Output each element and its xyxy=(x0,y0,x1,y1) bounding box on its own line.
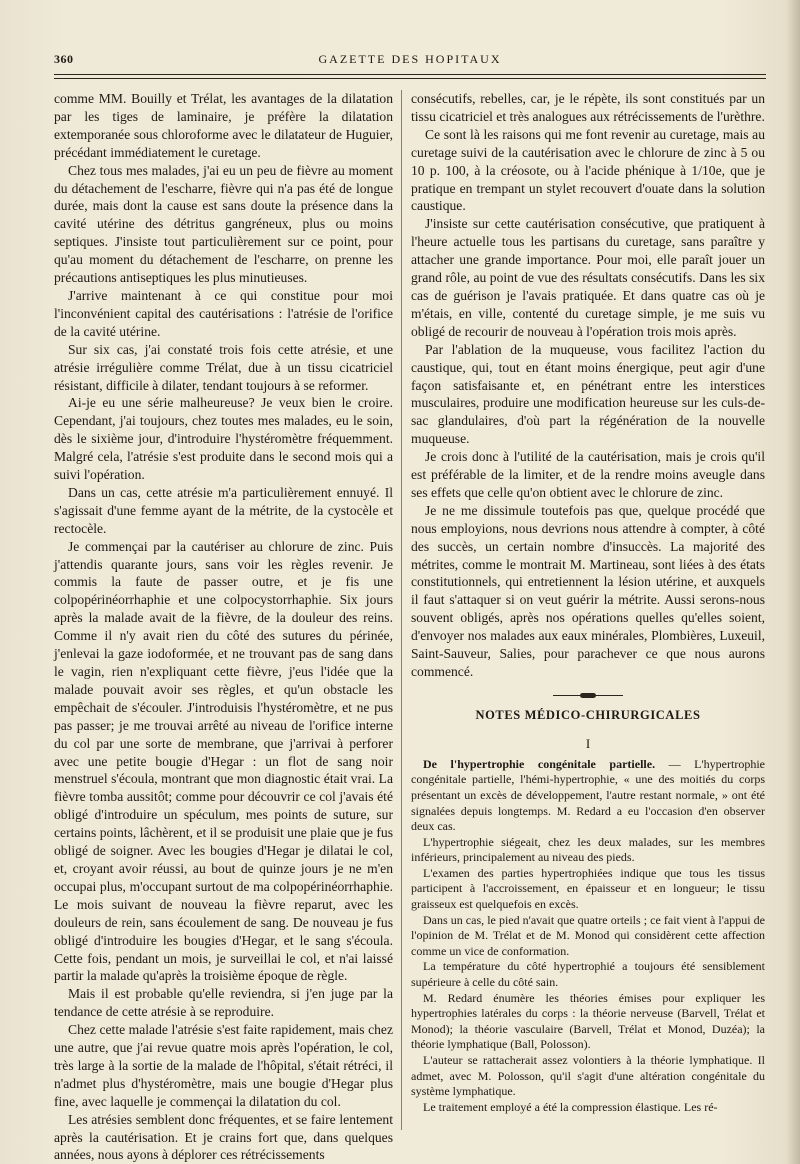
paragraph: Chez cette malade l'atrésie s'est faite rapidement, mais chez une autre, que j'ai revue quatre mois après l'opération, le col, très large à la sortie de la malade de l'hôpital, s'était rétréci, il n'admet plus d'hystéromètre, mais une bougie d'Hegar plus fine, avec laquelle je commençai la dilatation du col. xyxy=(54,1022,393,1109)
paragraph: L'examen des parties hypertrophiées indique que tous les tissus participent à l'accroissement, en épaisseur et en longueur; le tissu graisseux est quelquefois en excès. xyxy=(411,865,765,912)
paragraph: Mais il est probable qu'elle reviendra, si j'en juge par la tendance de cette atrésie à se reproduire. xyxy=(54,986,393,1020)
section-ornament xyxy=(553,693,623,699)
paragraph: Ai-je eu une série malheureuse? Je veux bien le croire. Cependant, j'ai toujours, chez toutes mes malades, eu le soin, dès le sixième jour, d'introduire l'hystéromètre fréquemment. Malgré cela, l'atrésie s'est produite dans le second mois qui a suivi l'opération. xyxy=(54,395,393,483)
page-edge-shadow xyxy=(786,0,800,1164)
paragraph: consécutifs, rebelles, car, je le répète, ils sont constitués par un tissu cicatriciel et très analogues aux rétrécissements de l'urèthre. xyxy=(411,91,765,124)
header-rule-thin xyxy=(54,78,766,79)
paragraph: Sur six cas, j'ai constaté trois fois cette atrésie, et une atrésie irrégulière comme Trélat, due à un tissu cicatriciel résistant, difficile à dilater, tendant toujours à se reformer. xyxy=(54,341,393,393)
paragraph: Par l'ablation de la muqueuse, vous facilitez l'action du caustique, qui, tout en étant moins énergique, peut agir d'une façon satisfaisante et, en pénétrant entre les interstices musculaires, produire une modification heureuse sur les culs-de-sac glandulaires, d'où part la régénération de la nouvelle muqueuse. xyxy=(411,341,765,447)
paragraph: Je ne me dissimule toutefois pas que, quelque procédé que nous employions, nous devrions nous attendre à compter, à côté des succès, un certain nombre d'insuccès. La majorité des métrites, comme le montrait M. Martineau, sont liées à des états constitutionnels, qui entretiennent la lésion utérine, et auxquels il faut s'attaquer si on veut guérir la métrite. Aussi serons-nous souvent obligés, après nos opérations quelles qu'elles soient, d'envoyer nos malades aux eaux minérales, Plombières, Luxeuil, Saint-Sauveur, Salies, pour parachever ce que nous aurons commencé. xyxy=(411,502,765,679)
notes-lead: De l'hypertrophie congénitale partielle. xyxy=(423,756,656,771)
paragraph: J'arrive maintenant à ce qui constitue pour moi l'inconvénient capital des cautérisations : l'atrésie de l'orifice de la cavité utérine. xyxy=(54,287,393,339)
paragraph: L'hypertrophie siégeait, chez les deux malades, sur les membres inférieurs, principalement au niveau des pieds. xyxy=(411,834,765,865)
left-column xyxy=(54,90,393,1164)
paragraph: Je crois donc à l'utilité de la cautérisation, mais je crois qu'il est préférable de la limiter, et de la rendre moins aveugle dans ses effets que celle qu'on obtient avec le chlorure de zinc. xyxy=(411,449,765,500)
notes-first-paragraph xyxy=(411,757,765,835)
paragraph: Ce sont là les raisons qui me font revenir au curetage, mais au curetage suivi de la cautérisation avec le chlorure de zinc à 5 ou 10 p. 100, à la créosote, ou à l'acide phénique à 1/10e, que je pratique en trempant un stylet recouvert d'ouate dans la solution caustique. xyxy=(411,126,765,214)
paragraph: comme MM. Bouilly et Trélat, les avantages de la dilatation par les tiges de laminaire, je préfère la dilatation extemporanée sous chloroforme avec le dilatateur de Huguier, précédant immédiatement le curetage. xyxy=(54,91,393,160)
paragraph: Chez tous mes malades, j'ai eu un peu de fièvre au moment du détachement de l'escharre, fièvre qui n'a pas été de longue durée, mais dont la cause est sans doute la présence dans la cavité utérine des détritus gangréneux, plus ou moins septiques. J'insiste tout particulièrement sur ce point, pour qu'au moment du détachement de l'escharre, on prenne les précautions antiseptiques les plus minutieuses. xyxy=(54,162,393,286)
section-numeral: I xyxy=(585,735,591,751)
paragraph: La température du côté hypertrophié a toujours été sensiblement supérieure à celle du côté sain. xyxy=(411,959,765,990)
paragraph: Dans un cas, cette atrésie m'a particulièrement ennuyé. Il s'agissait d'une femme ayant de la métrite, de la cystocèle et rectocèle. xyxy=(54,484,393,536)
page-header xyxy=(54,52,766,76)
header-rule-thick xyxy=(54,74,766,75)
paragraph: M. Redard énumère les théories émises pour expliquer les hypertrophies latérales du corps : la théorie nerveuse (Barvell, Trélat et Monod); la théorie vasculaire (Barvell, Trélat et Monod, Duzéa); la théorie lymphatique (Ball, Polosson). xyxy=(411,990,765,1052)
paragraph: Je commençai par la cautériser au chlorure de zinc. Puis j'attendis quarante jours, sans voir les règles revenir. Je commis la faute de passer outre, et je fis une colpopérinéorrhaphie et une colpocystorrhaphie. Six jours après la malade avait de la fièvre, de la douleur des reins. Comme il n'y avait rien du côté des sutures du périnée, j'enlevai la gaze iodoformée, et ne trouvant pas de sang dans le vagin, rien n'expliquant cette fièvre, j'eus l'idée que la malade pouvait avoir ses règles, et qu'un obstacle les empêchait de s'écouler. J'introduisis l'hystéromètre, et ne pus pas passer; je me trouvai arrêté au niveau de l'orifice interne du col par une sorte de membrane, que j'arrivai à perforer avec une petite bougie d'Hegar : un flot de sang noir menstruel s'écoula, montrant que mon diagnostic était vrai. La fièvre tomba aussitôt; comme pour découvrir ce col j'avais été obligé d'introduire un spéculum, mes points de suture, sur certains points, lâchèrent, et il se produisit une plaie que je fus obligé de soigner. Avec les bougies d'Hegar je dilatai le col, et, croyant avoir réussi, au bout de quinze jours je ne m'en occupai plus, m'occupant surtout de ma colpopérinéorrhaphie. Le mois suivant de nouveau la fièvre reparut, avec les douleurs de rein, sans écoulement de sang. De nouveau je fus obligé d'introduire les bougies d'Hegar, et le sang s'écoula. Cette fois, pendant un mois, je surveillai le col, et n'ai laissé partir la malade qu'après la troisième époque de règle. xyxy=(54,538,393,984)
right-column xyxy=(411,90,765,1115)
section-title: NOTES MÉDICO-CHIRURGICALES xyxy=(475,707,701,722)
paragraph: J'insiste sur cette cautérisation consécutive, que pratiquent à l'heure actuelle tous les partisans du curetage, sans paraître y attacher une grande importance. Pour moi, elle paraît jouer un grand rôle, au point de vue des résultats consécutifs. Dans les six cas de guérison je l'avais pratiquée. Et dans quatre cas où je m'étais, en ville, contenté du curetage simple, je me suis vu obligé de recourir de nouveau à l'opération trois mois après. xyxy=(411,216,765,339)
paragraph: L'auteur se rattacherait assez volontiers à la théorie lymphatique. Il admet, avec M. Polosson, qu'il s'agit d'une altération congénitale du système lymphatique. xyxy=(411,1053,765,1099)
paragraph: Dans un cas, le pied n'avait que quatre orteils ; ce fait vient à l'appui de l'opinion de M. Trélat et de M. Monod qui considèrent cette affection comme un vice de conformation. xyxy=(411,912,765,958)
page-number: 360 xyxy=(54,52,74,66)
paragraph: Les atrésies semblent donc fréquentes, et se faire lentement après la cautérisation. Et je crains fort que, dans quelques années, nous ayons à déplorer ces rétrécissements xyxy=(54,1111,393,1163)
running-head: GAZETTE DES HOPITAUX xyxy=(318,52,502,66)
notes-body xyxy=(411,757,765,1116)
paragraph: Le traitement employé a été la compression élastique. Les ré- xyxy=(423,1099,718,1114)
column-divider xyxy=(401,90,402,1130)
notes-first-rest: — L'hypertrophie congénitale partielle, l'hémi-hypertrophie, « une des moitiés du corps présentant un excès de développement, l'autre restant normale, » ont été signalées depuis longtemps. M. Redard a eu l'occasion d'en observer deux cas. xyxy=(411,756,765,834)
